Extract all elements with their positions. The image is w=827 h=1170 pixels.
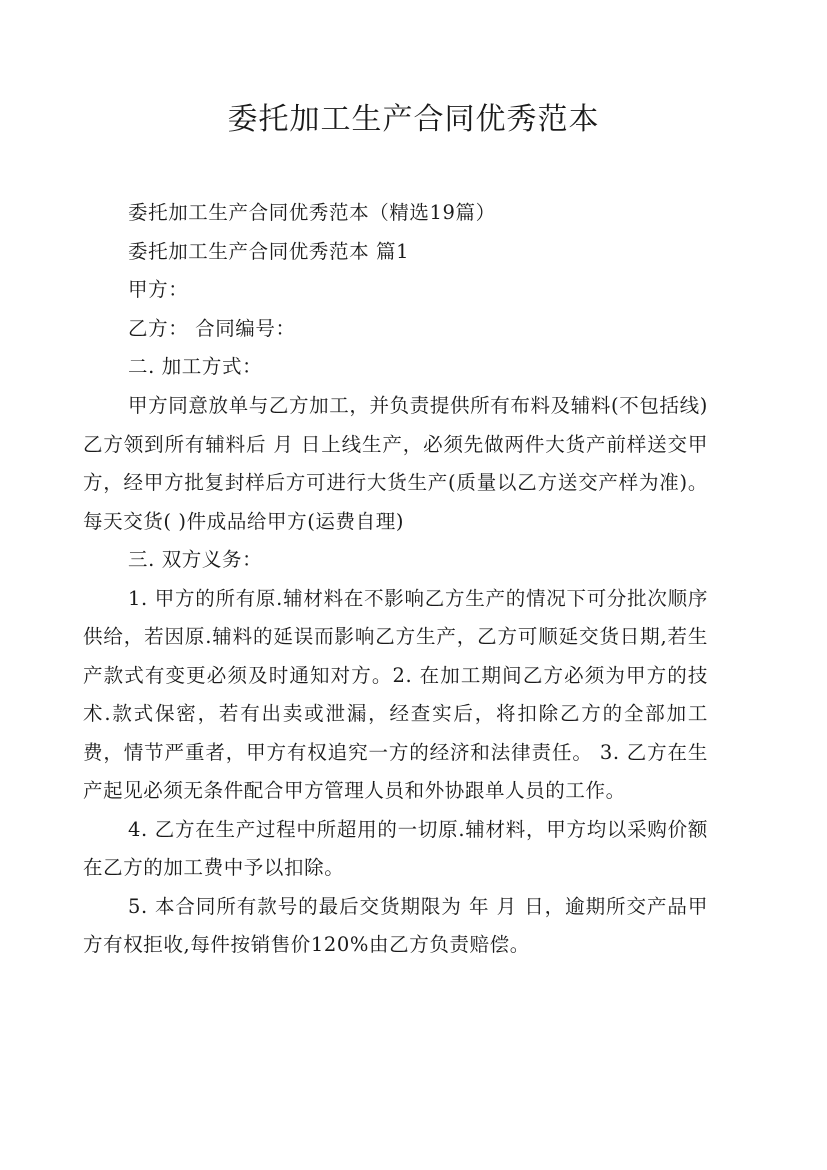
party-a-line: 甲方： (128, 278, 189, 301)
section-heading: 委托加工生产合同优秀范本 篇1 (128, 239, 410, 263)
party-b-contract-number-line: 乙方： 合同编号： (128, 316, 296, 340)
clause-3-item-5: 5. 本合同所有款号的最后交货期限为 年 月 日，逾期所交产品甲方有权拒收,每件按销售价120%由乙方负责赔偿。 (83, 894, 708, 956)
document-title: 委托加工生产合同优秀范本 (227, 102, 600, 137)
clause-2-heading: 二. 加工方式： (128, 355, 263, 378)
clause-3-item-4: 4. 乙方在生产过程中所超用的一切原.辅材料，甲方均以采购价额在乙方的加工费中予以扣除。 (83, 817, 708, 879)
document-body (128, 194, 708, 387)
clause-3-heading: 三. 双方义务： (128, 548, 263, 571)
clause-2-body: 甲方同意放单与乙方加工，并负责提供所有布料及辅料(不包括线) 乙方领到所有辅料后 月 日上线生产，必须先做两件大货产前样送交甲方，经甲方批复封样后方可进行大货生产(质量以乙方送交产样为准)。每天交货( )件成品给甲方(运费自理) (83, 394, 708, 533)
clause-3-items-1-3: 1. 甲方的所有原.辅材料在不影响乙方生产的情况下可分批次顺序供给，若因原.辅料的延误而影响乙方生产，乙方可顺延交货日期,若生产款式有变更必须及时通知对方。2. 在加工期间乙方必须为甲方的技术.款式保密，若有出卖或泄漏，经查实后，将扣除乙方的全部加工费，情节严重者，甲方有权追究一方的经济和法律责任。 3. 乙方在生产起见必须无条件配合甲方管理人员和外协跟单人员的工作。 (83, 586, 708, 802)
subtitle-line: 委托加工生产合同优秀范本（精选19篇） (128, 201, 496, 224)
clause-flow (83, 387, 708, 965)
